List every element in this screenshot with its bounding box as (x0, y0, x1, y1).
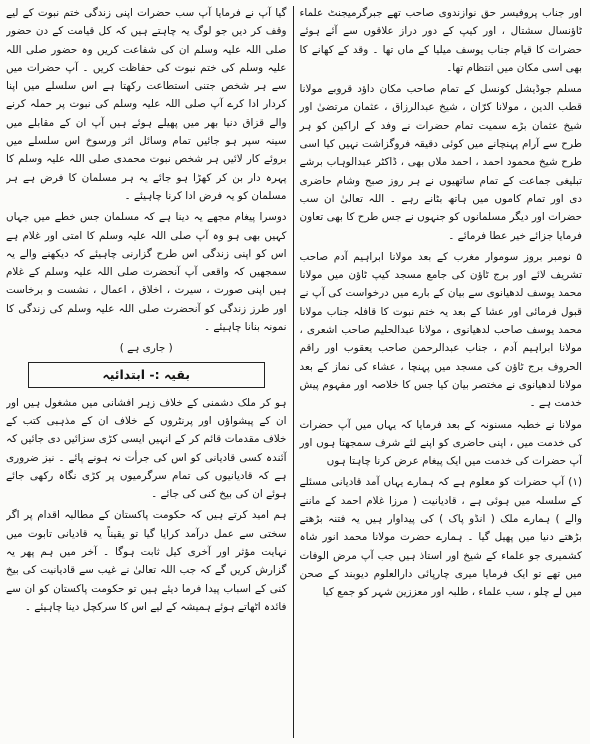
continued-note: ( جاری ہے ) (119, 342, 173, 355)
paragraph-council-thanks: مسلم جوڈیشل کونسل کے تمام صاحب مکان داؤد قروبے مولانا قطب الدین ، مولانا کرّان ، شیخ عبدالرزاق ، عثمان مرتضیٰ اور شیخ عثمان بڑے سمیت تمام حضرات نے وفد کے اراکین کو ہر طرح سے آرام پہنچانے میں کوئی دقیقہ فروگزاشت نہیں کیا اسی طرح شیخ محمود احمد ، احمد ملاں بھی ، ڈاکٹر عبدالوہاب برشے تبلیغی جماعت کے تمام ساتھیوں نے ہر روز صبح وشام حاضری دی اور تمام کاموں میں ہاتھ بٹانے رہے ۔ اللہ تعالیٰ ان سب حضرات اور دیگر مسلمانوں کو جنہوں نے جس طرح کا بھی تعاون فرمایا جزائے خیر عطا فرمائے ۔ (299, 83, 582, 242)
paragraph-hospitality: اور جناب پروفیسر حق نوازندوی صاحب تھے جبرگرمیجنٹ علماء ٹاؤنسال سشتال ، اور کیپ کے دور دراز علاقوں سے آئے ہوئے حضرات کا قیام جناب یوسف میلیا کے ماں تھا ۔ وقد کے کھانے کا بھی اسی مکان میں انتظام تھا۔ (299, 7, 582, 74)
paragraph-qadiani-issue: (۱) آپ حضرات کو معلوم ہے کہ ہمارے یہاں آمد قادیانی مسئلے کے سلسلہ میں ہوئی ہے ، قادیانیت ( مرزا غلام احمد کے ماننے والے ) ہمارے ملک ( انڈو پاک ) کی پیداوار ہیں یہ فتنہ بڑھتے بڑھتے دنیا میں پھیل گیا ۔ ہمارے حضرت مولانا محمد انور شاہ کشمیری جو علماء کے شیخ اور استاذ ہیں جب آپ مرض الوفات میں تھے تو ایک فرمایا میری چارپائی دارالعلوم دیوبند کے صحن میں لے چلو ، سب علماء ، طلبہ اور معززین شہر کو جمع کیا (299, 476, 582, 599)
paragraph-khatm-nubuwwat: گیا آپ نے فرمایا آپ سب حضرات اپنی زندگی ختم نبوت کے لیے وقف کر دیں جو لوگ یہ چاہتے ہیں کہ کل قیامت کے دن حضور صلی اللہ علیہ وسلم ان کی شفاعت کریں وہ حضور صلی اللہ علیہ وسلم کی ختم نبوت کی حفاظت کریں ۔ آپ حضرات میں سے ہر شخص جتنی استطاعت رکھتا ہے اس سلسلے میں اپنا کردار ادا کرے آپ صلی اللہ علیہ وسلم کی نبوت پر حملہ کرنے والے قزاق دنیا بھر میں پھیلے ہوئے ہیں آپ ان کے مقابلے میں سینہ سپر ہو جائیں تمام وسائل اثر ورسوخ اس سلسلے میں بروئے کار لائیں ہر شخص نبوت محمدی صلی اللہ علیہ وسلم کا پہرہ دار بن کر کھڑا ہو جائے یہ ہر مسلمان کا فرض ہے ہر مسلمان کو یہ فرض ادا کرنا چاہیئے ۔ (5, 7, 287, 202)
paragraph-ibtidaiya-body: ہو کر ملک دشمنی کے خلاف زہر افشانی میں مشغول ہیں اور ان کے پیشواؤں اور پرنٹروں کے خلاف ان کے مذہبی کتب کے خلاف مقدمات قائم کر کے انہیں ایسی کڑی سزائیں دی جائیں کہ آئندہ کسی قادیانی کو اس کی جرأت نہ ہونے پائے ۔ نیز ضروری ہے کہ قادیانیوں کی تمام سرگرمیوں پر کڑی نگاہ رکھی جائے ہوئے ان کی بیخ کنی کی جائے ۔ (5, 396, 287, 501)
ibtidaiya-heading-box: بقیہ :- ابتدائیہ (28, 362, 265, 388)
paragraph-speech-intro: مولانا نے خطبہ مسنونہ کے بعد فرمایا کہ یہاں میں آپ حضرات کی خدمت میں ، اپنی حاضری کو اپنے لئے شرف سمجھتا ہوں اور آپ حضرات کی خدمت میں ایک پیغام عرض کرنا چاہتا ہوں (299, 418, 582, 468)
paragraph-second-message: دوسرا پیغام مجھے یہ دینا ہے کہ مسلمان جس خطے میں جہاں کہیں بھی ہو وہ آپ صلی اللہ علیہ وسلم کا امتی اور غلام ہے اس کو اپنی زندگی اس طرح گزارنی چاہیئے کہ دیکھنے والے یہ سمجھیں کہ واقعی آپ آنحضرت صلی اللہ علیہ وسلم کے غلام ہیں اپنی صورت ، سیرت ، اخلاق ، اعمال ، نشست و برخاست اور طرز زندگی کو آنحضرت صلی اللہ علیہ وسلم کی زندگی کا نمونہ بنانا چاہیئے ۔ (5, 211, 287, 334)
left-column (6, 4, 293, 740)
right-column (294, 4, 583, 740)
paragraph-ibtidaiya-conclusion: ہم امید کرتے ہیں کہ حکومت پاکستان کے مطالبہ اقدام پر اگر سختی سے عمل درآمد کرایا گیا تو یقیناً یہ قادیانی تابوت میں نہایت مؤثر اور آخری کیل ثابت ہوگا ۔ آخر میں ہم پھر یہ گزارش کریں گے کہ جب اللہ تعالیٰ نے غیب سے قادیانیت کی بیخ کنی کے اسباب پیدا فرما دیئے ہیں تو حکومت پاکستان کو ان سے فائدہ اٹھاتے ہوئے ہمیشہ کے لیے اس کا سرکچل دینا چاہیئے ۔ (5, 509, 287, 613)
paragraph-bridgetown-visit: ۵ نومبر بروز سوموار مغرب کے بعد مولانا ابراہیم آدم صاحب تشریف لائے اور برج ٹاؤن کی جامع مسجد کیپ ٹاؤن میں مولانا محمد یوسف لدھیانوی سے بیان کے بارے میں درخواست کی آپ نے قبول فرمائی اور عشا کے بعد یہ ختم نبوت کا قافلہ جناب مولانا محمد یوسف صاحب لدھیانوی ، مولانا عبدالحلیم صاحب اشعری ، مولانا ابراہیم آدم ، جناب عبدالرحمن صاحب یعقوب اور راقم الحروف برج ٹاؤن کی مسجد میں پہنچا ، عشاء کی نماز کے بعد مولانا لدھیانوی نے مختصر بیان کیا جس کا خلاصہ اور مفہوم پیش خدمت ہے ۔ (299, 250, 582, 410)
